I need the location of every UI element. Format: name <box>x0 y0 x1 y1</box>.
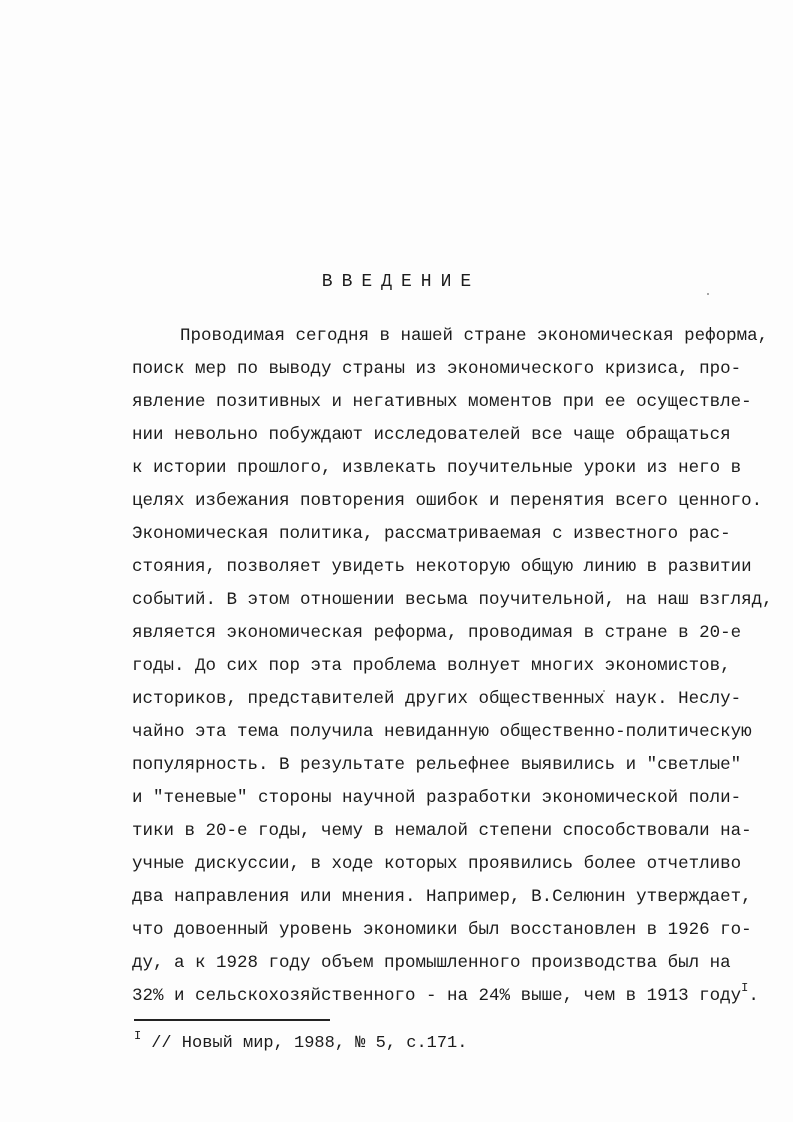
scan-speck <box>707 293 709 295</box>
document-title: ВВЕДЕНИЕ <box>321 272 481 292</box>
paragraph-line: тики в 20-е годы, чему в немалой степени способствовали на- <box>132 821 752 841</box>
paragraph-line: является экономическая реформа, проводимая в стране в 20-е <box>132 623 742 643</box>
paragraph-line: популярность. В результате рельефнее выявились и "светлые" <box>132 755 742 775</box>
paragraph-line: явление позитивных и негативных моментов при ее осуществле- <box>132 392 752 412</box>
paragraph-line: что довоенный уровень экономики был восстановлен в 1926 го- <box>132 920 752 940</box>
paragraph-line-text: 32% и сельскохозяйственного - на 24% выше, чем в 1913 году <box>132 986 742 1006</box>
footnote-text: // Новый мир, 1988, № 5, с.171. <box>151 1034 468 1053</box>
footnote-separator <box>134 1019 330 1021</box>
footnote-marker: I <box>134 1029 142 1043</box>
paragraph-line: два направления или мнения. Например, В.Селюнин утверждает, <box>132 887 752 907</box>
paragraph-line: стояния, позволяет увидеть некоторую общую линию в развитии <box>132 557 752 577</box>
paragraph-line-last: 32% и сельскохозяйственного - на 24% выше, чем в 1913 году$^I$. <box>132 981 759 1006</box>
paragraph-line: ду, а к 1928 году объем промышленного производства был на <box>132 953 731 973</box>
paragraph-line: событий. В этом отношении весьма поучительной, на наш взгляд, <box>132 590 773 610</box>
paragraph-line: учные дискуссии, в ходе которых проявились более отчетливо <box>132 854 742 874</box>
paragraph-line: годы. До сих пор эта проблема волнует многих экономистов, <box>132 656 731 676</box>
paragraph-line: Экономическая политика, рассматриваемая с известного рас- <box>132 524 731 544</box>
paragraph-line: поиск мер по выводу страны из экономического кризиса, про- <box>132 359 742 379</box>
paragraph-line: к истории прошлого, извлекать поучительные уроки из него в <box>132 458 742 478</box>
footnote-reference: I <box>741 981 749 996</box>
paragraph-line: чайно эта тема получила невиданную общественно-политическую <box>132 722 752 742</box>
footnote <box>134 1029 468 1055</box>
paragraph-line: и "теневые" стороны научной разработки экономической поли- <box>132 788 742 808</box>
paragraph-line: Проводимая сегодня в нашей стране экономическая реформа, <box>180 326 769 346</box>
paragraph-line: нии невольно побуждают исследователей все чаще обращаться <box>132 425 731 445</box>
paragraph-line: историков, представителей других общественных наук. Неслу- <box>132 689 742 709</box>
paragraph-line: целях избежания повторения ошибок и перенятия всего ценного. <box>132 491 763 511</box>
